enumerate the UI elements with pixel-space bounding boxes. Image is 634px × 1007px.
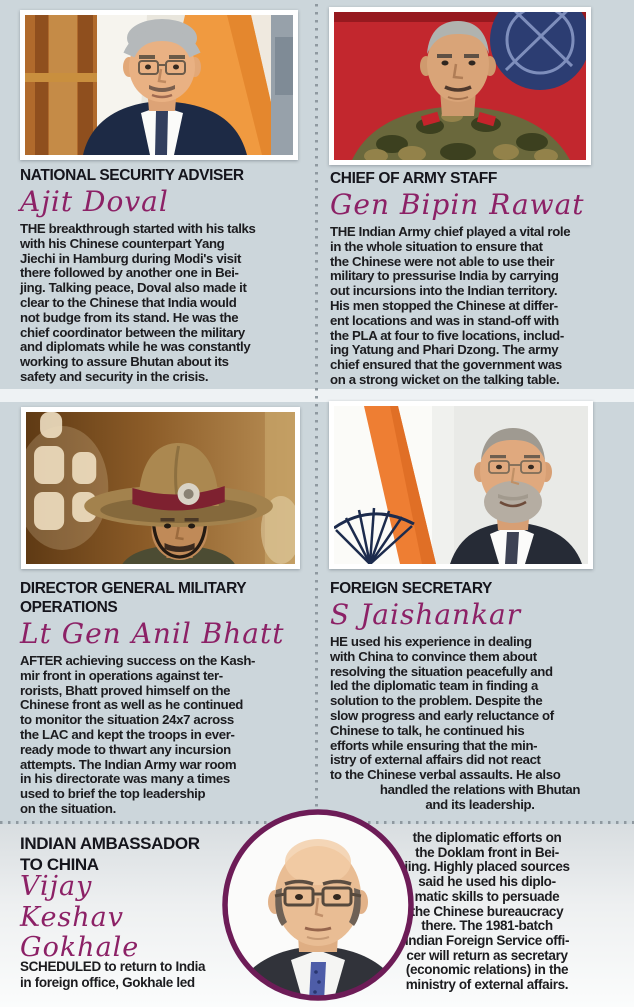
text-line: the LAC and kept the troops in ever- [20, 726, 235, 742]
person-name-gokhale [20, 872, 220, 964]
text-line: and its leadership. [425, 796, 535, 812]
text-line: istry of external affairs did not react [330, 752, 541, 768]
text-line: ing Yatung and Phari Dzong. The army [330, 342, 559, 358]
text-line: Vijay [20, 871, 93, 902]
text-line: AFTER achieving success on the Kash- [20, 653, 256, 668]
text-line: resolving the situation peacefully and [330, 663, 553, 679]
text-line: out incursions into the Indian territory. [330, 283, 558, 299]
text-line: jing. Highly placed sources [404, 859, 570, 875]
photo-anil-bhatt [21, 407, 300, 569]
text-line: Indian Foreign Service offi- [404, 932, 570, 948]
text-line: solution to the problem. Despite the [330, 693, 543, 709]
text-line: rorists, Bhatt proved himself on the [20, 682, 231, 698]
text-line: cer will return as secretary [406, 947, 568, 963]
text-line: there. The 1981-batch [421, 918, 553, 934]
text-line: on the situation. [20, 800, 116, 816]
text-line: on a strong wicket on the talking table. [330, 371, 560, 387]
text-line: chief coordinator between the military [20, 324, 245, 340]
person-name: Lt Gen Anil Bhatt [20, 617, 285, 650]
text-line: and diplomats while he was constantly [20, 339, 251, 355]
text-line: not budge from its stand. He was the [20, 309, 239, 325]
text-line: safety and security in the crisis. [20, 368, 209, 384]
text-line: said he used his diplo- [418, 874, 556, 890]
anil-bhatt-illustration [26, 412, 295, 564]
text-line: Chinese front as well as he continued [20, 697, 244, 713]
text-line: led the diplomatic team in finding a [330, 678, 538, 694]
vijay-gokhale-illustration [221, 808, 415, 1002]
text-line: used to brief the top leadership [20, 786, 206, 802]
text-line: Chinese to talk, he continued his [330, 722, 525, 738]
ajit-doval-illustration [25, 15, 293, 155]
text-line: ministry of external affairs. [405, 977, 569, 993]
text-line: clear to the Chinese that India would [20, 294, 237, 310]
text-line: INDIAN AMBASSADOR [20, 834, 200, 853]
text-line: the Chinese were not able to use their [330, 253, 555, 269]
text-line: handled the relations with Bhutan [379, 781, 581, 797]
text-line: THE Indian Army chief played a vital role [330, 224, 571, 239]
profile-card-bipin-rawat [330, 169, 630, 388]
text-line: with his Chinese counterpart Yang [20, 235, 225, 251]
s-jaishankar-illustration [334, 406, 588, 564]
profile-body [330, 225, 630, 388]
profile-body [20, 222, 316, 385]
text-line: Jiechi in Hamburg during Modi's visit [20, 250, 241, 266]
text-line: efforts while ensuring that the min- [330, 737, 538, 753]
text-line: the Chinese bureaucracy [410, 903, 564, 919]
text-line: mir front in operations against ter- [20, 667, 223, 683]
text-line: jing. Talking peace, Doval also made it [20, 280, 247, 296]
text-line: HE used his experience in dealing [330, 634, 532, 649]
profile-body-intro [20, 959, 250, 990]
text-line: NATIONAL SECURITY ADVISER [20, 167, 244, 184]
role-heading-gokhale [20, 833, 230, 875]
text-line: Gokhale [20, 932, 140, 963]
text-line: there followed by another one in Bei- [20, 265, 239, 281]
bipin-rawat-illustration [334, 12, 586, 160]
text-line: chief ensured that the government was [330, 357, 562, 373]
text-line: DIRECTOR GENERAL MILITARY [20, 580, 247, 597]
text-line: with China to convince them about [330, 648, 537, 664]
role-heading [330, 579, 630, 598]
text-line: matic skills to persuade [414, 888, 560, 904]
text-line: OPERATIONS [20, 599, 118, 616]
text-line: CHIEF OF ARMY STAFF [330, 170, 497, 187]
text-line: TO CHINA [20, 855, 99, 874]
text-line: the diplomatic efforts on [412, 830, 562, 845]
person-name: Ajit Doval [20, 185, 169, 218]
profile-body [20, 654, 316, 817]
text-line: SCHEDULED to return to India [20, 959, 206, 974]
person-name: S Jaishankar [330, 598, 522, 631]
photo-vijay-gokhale [221, 808, 415, 1002]
text-line: FOREIGN SECRETARY [330, 580, 492, 597]
text-line: military to pressurise India by carrying [330, 268, 559, 284]
text-line: slow progress and early reluctance of [330, 707, 554, 723]
text-line: ent locations and was in stand-off with [330, 312, 559, 328]
text-line: in foreign office, Gokhale led [20, 974, 195, 990]
photo-bipin-rawat [329, 7, 591, 165]
text-line: ready mode to thwart any incursion [20, 741, 231, 757]
role-heading [20, 579, 316, 617]
text-line: His men stopped the Chinese at differ- [330, 297, 558, 313]
text-line: in his directorate was many a times [20, 771, 230, 787]
text-line: working to assure Bhutan about its [20, 354, 229, 370]
text-line: the Doklam front in Bei- [415, 844, 559, 860]
text-line: attempts. The Indian Army war room [20, 756, 237, 772]
text-line: to the Chinese verbal assaults. He also [330, 767, 561, 783]
profile-card-anil-bhatt [20, 579, 316, 817]
text-line: the PLA at four to five locations, includ- [330, 327, 564, 343]
profile-card-ajit-doval [20, 166, 316, 385]
role-heading [330, 169, 630, 188]
gray-beard [484, 481, 542, 523]
text-line: (economic relations) in the [405, 962, 569, 978]
person-name: Gen Bipin Rawat [330, 188, 585, 221]
text-line: in the whole situation to ensure that [330, 238, 543, 254]
photo-ajit-doval [20, 10, 298, 160]
profile-card-s-jaishankar [330, 579, 630, 813]
profile-body [330, 635, 630, 813]
role-heading [20, 166, 316, 185]
text-line: to monitor the situation 24x7 across [20, 712, 234, 728]
text-line: Keshav [20, 901, 125, 933]
text-line: THE breakthrough started with his talks [20, 221, 256, 236]
photo-s-jaishankar [329, 401, 593, 569]
